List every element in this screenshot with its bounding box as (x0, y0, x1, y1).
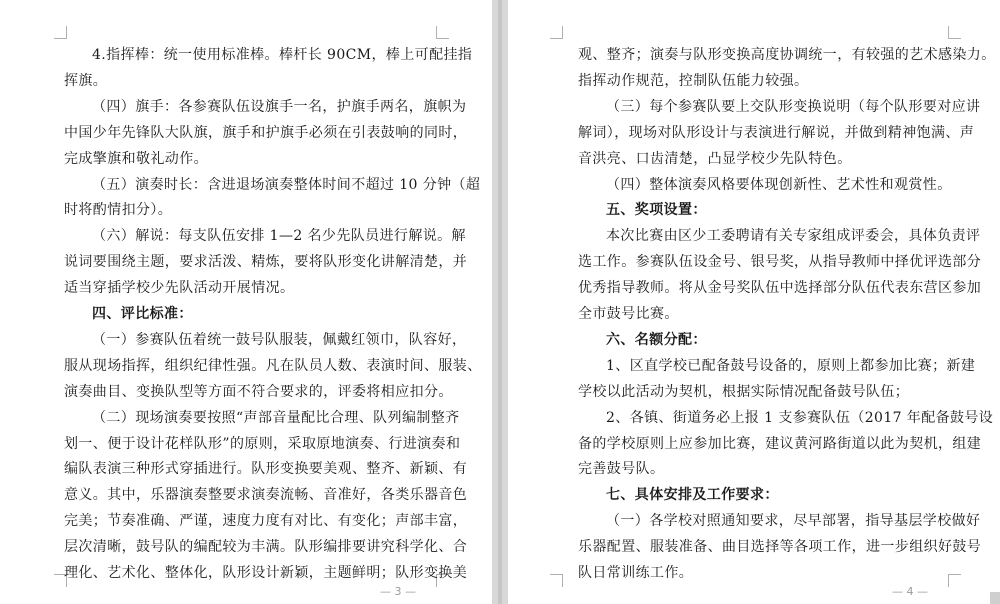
section-heading: 五、奖项设置： (606, 202, 707, 218)
text-line: 编队表演三种形式穿插进行。队形变换要美观、整齐、新颖、有 (64, 461, 468, 477)
page-gutter-shadow (498, 0, 502, 604)
text-line: 1、区直学校已配备鼓号设备的，原则上都参加比赛；新建 (606, 358, 976, 374)
text-line: 演奏曲目、变换队型等方面不符合要求的，评委将相应扣分。 (64, 384, 453, 400)
section-heading: 四、评比标准： (92, 306, 193, 322)
text-line: 观、整齐；演奏与队形变换高度协调统一，有较强的艺术感染力。 (578, 47, 996, 63)
text-line: 解词），现场对队形设计与表演进行解说，并做到精神饱满、声 (578, 125, 975, 141)
text-line: 中国少年先锋队大队旗，旗手和护旗手必须在引表鼓响的同时， (64, 125, 468, 141)
text-line: 完善鼓号队。 (578, 461, 665, 477)
text-line: 乐器配置、服装准备、曲目选择等各项工作，进一步组织好鼓号 (578, 539, 982, 555)
text-line: 备的学校原则上应参加比赛，建议黄河路街道以此为契机，组建 (578, 436, 982, 452)
text-line: 优秀指导教师。将从金号奖队伍中选择部分队伍代表东营区参加 (578, 280, 982, 296)
text-line: 完美；节奏准确、严谨，速度力度有对比、有变化；声部丰富， (64, 513, 468, 529)
page-number: — 3 — (380, 585, 416, 598)
text-line: （二）现场演奏要按照“声部音量配比合理、队列编制整齐 (92, 410, 460, 426)
text-line: 完成擎旗和敬礼动作。 (64, 151, 208, 167)
section-heading: 六、名额分配： (606, 332, 707, 348)
text-line: （四）旗手：各参赛队伍设旗手一名，护旗手两名，旗帜为 (92, 99, 467, 115)
text-line: 说词要围绕主题，要求活泼、精炼，要将队形变化讲解清楚，并 (64, 254, 468, 270)
text-line: 选工作。参赛队伍设金号、银号奖，从指导教师中择优评选部分 (578, 254, 982, 270)
text-line: （五）演奏时长：含进退场演奏整体时间不超过 10 分钟（超 (92, 177, 481, 193)
document-page-3 (0, 0, 492, 604)
text-line: 4.指挥棒：统一使用标准棒。棒杆长 90CM，棒上可配挂指 (92, 47, 473, 63)
page-text-body (508, 0, 1000, 604)
text-line: （六）解说：每支队伍安排 1—2 名少先队员进行解说。解 (92, 228, 466, 244)
text-line: （三）每个参赛队要上交队形变换说明（每个队形要对应讲 (606, 99, 981, 115)
text-line: （四）整体演奏风格要体现创新性、艺术性和观赏性。 (606, 177, 952, 193)
text-line: 理化、艺术化、整体化，队形设计新颖，主题鲜明；队形变换美 (64, 565, 468, 581)
text-line: 2、各镇、街道务必上报 1 支参赛队伍（2017 年配备鼓号设 (606, 410, 994, 426)
text-line: 音洪亮、口齿清楚，凸显学校少先队特色。 (578, 151, 852, 167)
text-line: 服从现场指挥，组织纪律性强。凡在队员人数、表演时间、服装、 (64, 358, 482, 374)
text-line: 时将酌情扣分）。 (64, 202, 173, 218)
text-line: 全市鼓号比赛。 (578, 306, 679, 322)
text-line: 挥旗。 (64, 73, 108, 89)
text-line: 层次清晰，鼓号队的编配较为丰满。队形编排要讲究科学化、合 (64, 539, 468, 555)
text-line: 本次比赛由区少工委聘请有关专家组成评委会，具体负责评 (606, 228, 981, 244)
text-line: （一）各学校对照通知要求，尽早部署，指导基层学校做好 (606, 513, 981, 529)
text-line: （一）参赛队伍着统一鼓号队服装，佩戴红领巾，队容好， (92, 332, 467, 348)
text-line: 划一、便于设计花样队形”的原则，采取原地演奏、行进演奏和 (64, 436, 461, 452)
page-number: — 4 — (892, 585, 928, 598)
text-line: 意义。其中，乐器演奏整要求演奏流畅、音准好，各类乐器音色 (64, 487, 468, 503)
text-line: 指挥动作规范，控制队伍能力较强。 (578, 73, 809, 89)
section-heading: 七、具体安排及工作要求： (606, 487, 779, 503)
scrollbar-corner[interactable] (990, 592, 1000, 604)
document-page-4 (508, 0, 1000, 604)
text-line: 队日常训练工作。 (578, 565, 694, 581)
text-line: 适当穿插学校少先队活动开展情况。 (64, 280, 295, 296)
text-line: 学校以此活动为契机，根据实际情况配备鼓号队伍； (578, 384, 910, 400)
page-text-body (0, 0, 492, 604)
